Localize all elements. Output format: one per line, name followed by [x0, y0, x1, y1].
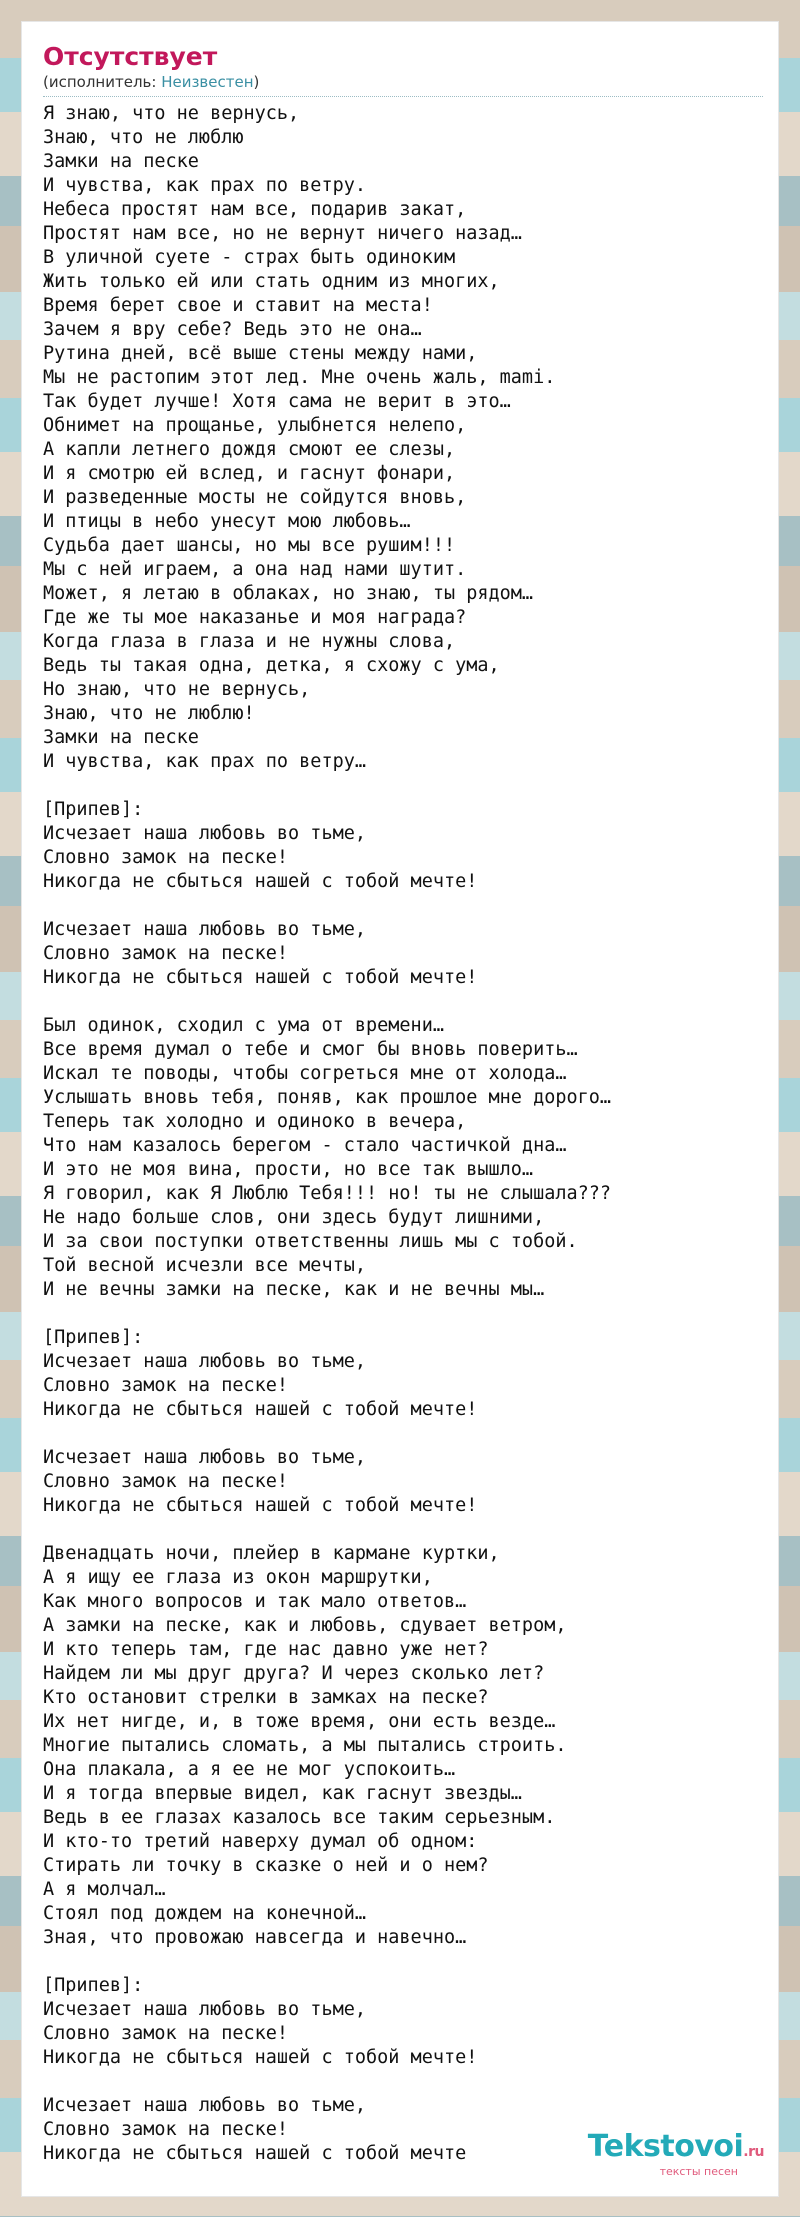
logo-name: Tekstovoi [587, 2129, 744, 2164]
song-header [43, 42, 763, 97]
artist-link[interactable]: Неизвестен [161, 73, 254, 91]
artist-line [43, 72, 763, 92]
lyrics-text: Я знаю, что не вернусь, Знаю, что не люблю Замки на песке И чувства, как прах по ветру. Небеса простят нам все, подарив закат, Простят нам все, но не вернут ничего назад… В уличной суете - страх быть одиноким Жить только ей или стать одним из многих, Время берет свое и ставит на места! Зачем я вру себе? Ведь это не она… Рутина дней, всё выше стены между нами, Мы не растопим этот лед. Мне очень жаль, mami. Так будет лучше! Хотя сама не верит в это… Обнимет на прощанье, улыбнется нелепо, А капли летнего дождя смоют ее слезы, И я смотрю ей вслед, и гаснут фонари, И разведенные мосты не сойдутся вновь, И птицы в небо унесут мою любовь… Судьба дает шансы, но мы все рушим!!! Мы с ней играем, а она над нами шутит. Может, я летаю в облаках, но знаю, ты рядом… Где же ты мое наказанье и моя награда? Когда глаза в глаза и не нужны слова, Ведь ты такая одна, детка, я схожу с ума, Но знаю, что не вернусь, Знаю, что не люблю! Замки на песке И чувства, как прах по ветру… [Припев]: Исчезает наша любовь во тьме, Словно замок на песке! Никогда не сбыться нашей с тобой мечте! Исчезает наша любовь во тьме, Словно замок на песке! Никогда не сбыться нашей с тобой мечте! Был одинок, сходил с ума от времени… Все время думал о тебе и смог бы вновь поверить… Искал те поводы, чтобы согреться мне от холода… Услышать вновь тебя, поняв, как прошлое мне дорого… Теперь так холодно и одиноко в вечера, Что нам казалось берегом - стало частичкой дна… И это не моя вина, прости, но все так вышло… Я говорил, как Я Люблю Тебя!!! но! ты не слышала??? Не надо больше слов, они здесь будут лишними, И за свои поступки ответственны лишь мы с тобой. Той весной исчезли все мечты, И не вечны замки на песке, как и не вечны мы… [Припев]: Исчезает наша любовь во тьме, Словно замок на песке! Никогда не сбыться нашей с тобой мечте! Исчезает наша любовь во тьме, Словно замок на песке! Никогда не сбыться нашей с тобой мечте! Двенадцать ночи, плейер в кармане куртки, А я ищу ее глаза из окон маршрутки, Как много вопросов и так мало ответов… А замки на песке, как и любовь, сдувает ветром, И кто теперь там, где нас давно уже нет? Найдем ли мы друг друга? И через сколько лет? Кто остановит стрелки в замках на песке? Их нет нигде, и, в тоже время, они есть везде… Многие пытались сломать, а мы пытались строить. Она плакала, а я ее не мог успокоить… И я тогда впервые видел, как гаснут звезды… Ведь в ее глазах казалось все таким серьезным. И кто-то третий наверху думал об одном: Стирать ли точку в сказке о ней и о нем? А я молчал… Стоял под дождем на конечной… Зная, что провожаю навсегда и навечно… [Припев]: Исчезает наша любовь во тьме, Словно замок на песке! Никогда не сбыться нашей с тобой мечте! Исчезает наша любовь во тьме, Словно замок на песке! Никогда не сбыться нашей с тобой мечте [43, 103, 612, 2164]
logo-tld: .ru [743, 2144, 764, 2160]
artist-suffix: ) [253, 73, 260, 91]
logo-wordmark [588, 2131, 764, 2168]
artist-prefix: (исполнитель: [43, 73, 162, 91]
logo-tagline: тексты песен [659, 2165, 738, 2178]
song-title: Отсутствует [43, 42, 218, 71]
site-logo[interactable] [588, 2131, 764, 2178]
lyrics-card [21, 21, 779, 2197]
